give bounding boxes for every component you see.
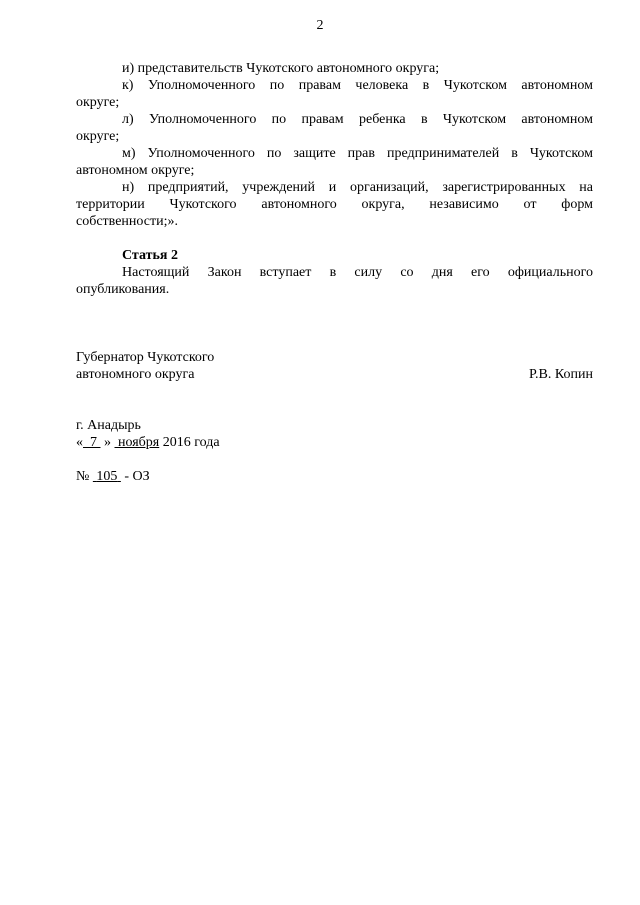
law-number-suffix: - ОЗ: [124, 469, 150, 484]
day-underline-left: [83, 435, 90, 450]
city: г. Анадырь: [76, 418, 141, 433]
date-month: ноября: [118, 435, 160, 450]
item-text: Уполномоченного по правам ребенка в Чукотском автономном: [148, 112, 593, 127]
list-item-k: [76, 77, 593, 94]
list-item-n: [76, 179, 593, 196]
list-item-n-continuation-2: собственности;».: [76, 214, 178, 229]
item-letter: н): [122, 180, 135, 195]
item-text: предприятий, учреждений и организаций, зарегистрированных на: [147, 180, 593, 195]
signatory-position-line-2: автономного округа: [76, 367, 195, 382]
page-number: 2: [316, 18, 324, 33]
date-open-quote: «: [76, 435, 83, 450]
date-year: 2016 года: [162, 435, 220, 450]
list-item-m: [76, 145, 593, 162]
list-item-m-continuation: автономном округе;: [76, 163, 195, 178]
article-text-line-2: опубликования.: [76, 282, 170, 297]
list-item-i: [76, 60, 593, 77]
list-item-k-continuation: округе;: [76, 95, 120, 110]
signature-row: [76, 366, 593, 383]
number-sign: №: [76, 469, 90, 484]
date-day: 7: [90, 435, 97, 450]
place-date-block: [76, 417, 593, 451]
law-number: 105: [96, 469, 118, 484]
item-text: представительств Чукотского автономного округа;: [137, 61, 440, 76]
number-underline-right: [117, 469, 121, 484]
item-letter: м): [122, 146, 136, 161]
item-text: Уполномоченного по правам человека в Чукотском автономном: [147, 78, 594, 93]
day-underline-right: [97, 435, 101, 450]
item-letter: к): [122, 78, 134, 93]
document-body: [76, 60, 593, 485]
article-title: Статья 2: [122, 248, 178, 263]
item-letter: и): [122, 61, 135, 76]
list-item-l-continuation: округе;: [76, 129, 120, 144]
article-2: [76, 247, 593, 298]
item-text: Уполномоченного по защите прав предпринимателей в Чукотском: [147, 146, 594, 161]
list-item-n-continuation-1: территории Чукотского автономного округа, независимо от форм: [76, 197, 593, 212]
law-number-line: [76, 468, 593, 485]
signatory-position-line-1: Губернатор Чукотского: [76, 350, 215, 365]
date-close-quote: »: [104, 435, 111, 450]
signature-block: [76, 349, 593, 383]
article-text-line-1: Настоящий Закон вступает в силу со дня его официального: [122, 265, 593, 280]
item-letter: л): [122, 112, 134, 127]
signatory-name: Р.В. Копин: [529, 367, 593, 382]
list-item-l: [76, 111, 593, 128]
date-line: [76, 434, 593, 451]
